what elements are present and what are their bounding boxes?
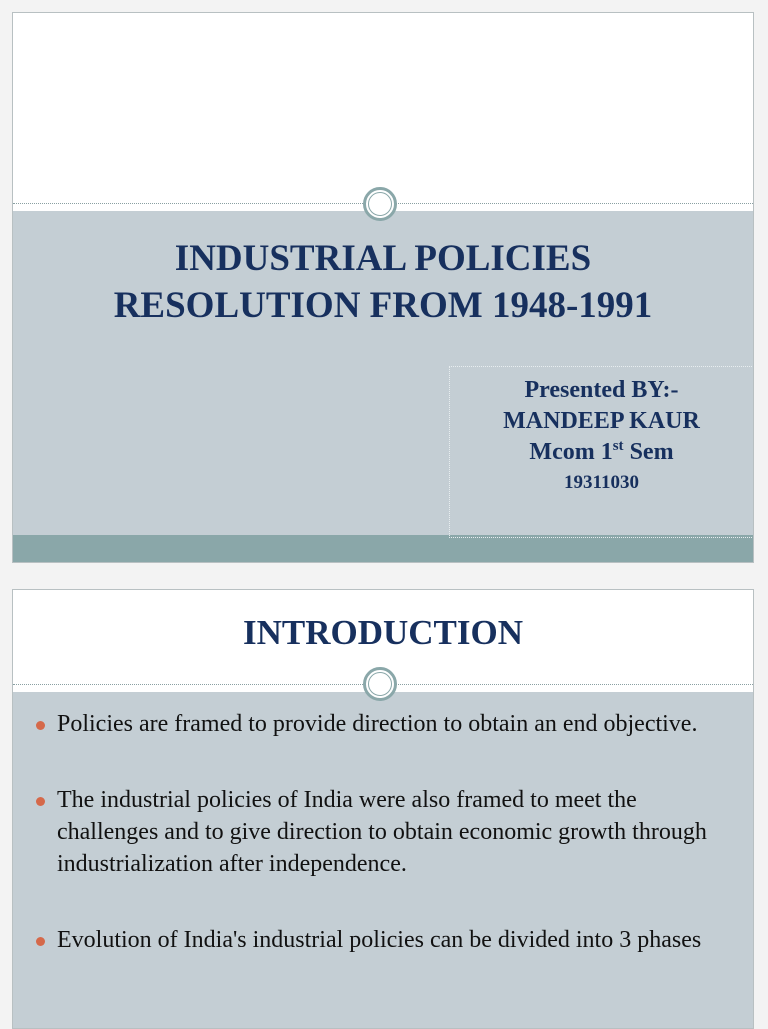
slide-title: INTRODUCTION <box>242 613 524 652</box>
introduction-slide <box>12 589 754 1029</box>
course-suffix: Sem <box>623 439 674 465</box>
list-item <box>13 784 753 880</box>
bullet-text: The industrial policies of India were also framed to meet the challenges and to give direction to obtain economic growth through industrialization after independence. <box>57 787 707 877</box>
roll-number: 19311030 <box>564 472 639 493</box>
course-superscript: st <box>612 438 624 454</box>
bullet-text: Evolution of India's industrial policies can be divided into 3 phases <box>57 927 702 953</box>
title-line-2: RESOLUTION FROM 1948-1991 <box>113 285 653 326</box>
bottom-strip <box>13 535 753 563</box>
title-slide <box>12 12 754 563</box>
bullet-list <box>13 708 753 956</box>
list-item <box>13 924 753 956</box>
bullet-dot-icon <box>36 797 45 806</box>
circle-ring-icon <box>363 187 397 221</box>
slide-title <box>13 235 753 329</box>
bullet-text: Policies are framed to provide direction to obtain an end objective. <box>57 711 698 737</box>
bullet-dot-icon <box>36 937 45 946</box>
course-prefix: Mcom 1 <box>529 439 613 465</box>
presenter-name: MANDEEP KAUR <box>503 408 700 434</box>
presented-by-label: Presented BY:- <box>524 377 679 403</box>
bullet-dot-icon <box>36 721 45 730</box>
presenter-course <box>450 437 753 468</box>
title-line-1: INDUSTRIAL POLICIES <box>174 238 592 279</box>
list-item <box>13 708 753 740</box>
circle-ring-icon <box>363 667 397 701</box>
presenter-box <box>449 366 754 538</box>
